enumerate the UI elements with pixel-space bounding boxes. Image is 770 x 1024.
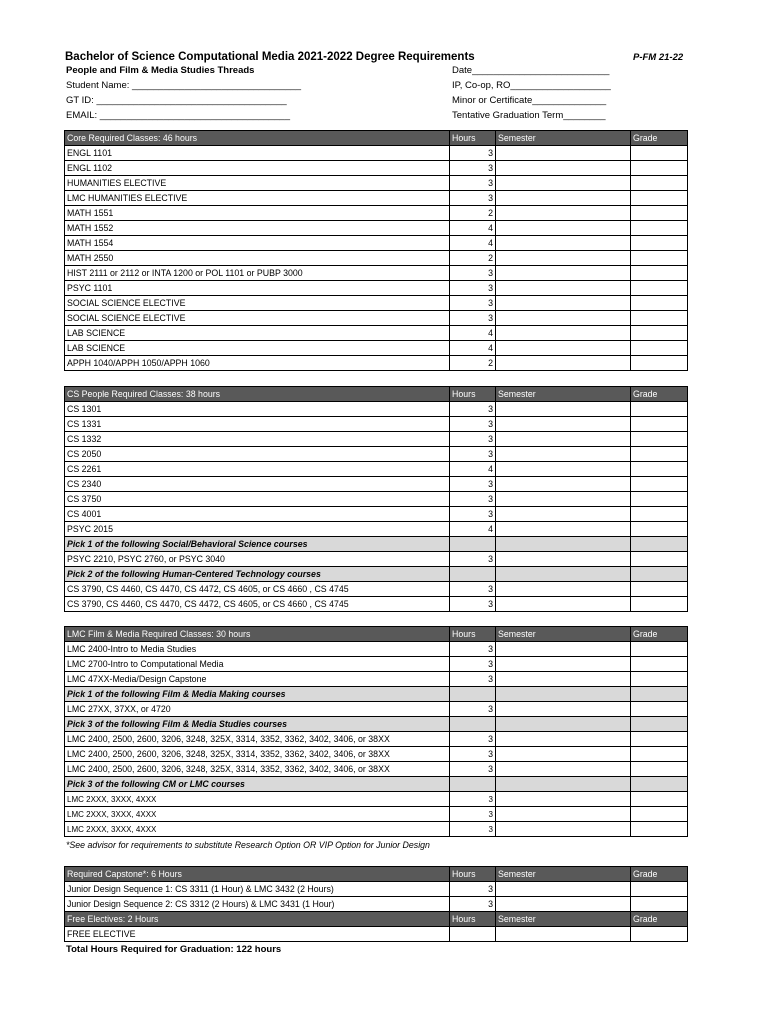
- grade-cell[interactable]: [631, 311, 688, 326]
- semester-cell[interactable]: [496, 462, 631, 477]
- pick-instruction-row: [65, 567, 688, 582]
- grade-cell[interactable]: [631, 552, 688, 567]
- semester-cell[interactable]: [496, 176, 631, 191]
- grade-cell[interactable]: [631, 281, 688, 296]
- course-name: SOCIAL SCIENCE ELECTIVE: [65, 296, 450, 311]
- course-name: LMC 2XXX, 3XXX, 4XXX: [65, 822, 450, 837]
- grade-cell[interactable]: [631, 807, 688, 822]
- pick-instruction-row: [65, 777, 688, 792]
- course-hours: 3: [450, 146, 496, 161]
- hours-column-header: Hours: [450, 627, 496, 642]
- course-hours: 4: [450, 462, 496, 477]
- course-name: CS 3790, CS 4460, CS 4470, CS 4472, CS 4605, or CS 4660 , CS 4745: [65, 597, 450, 612]
- pick-instruction-row: [65, 717, 688, 732]
- course-name: LMC 2XXX, 3XXX, 4XXX: [65, 792, 450, 807]
- grade-cell[interactable]: [631, 702, 688, 717]
- course-row: [65, 702, 688, 717]
- course-hours: 4: [450, 522, 496, 537]
- grade-column-header: Grade: [631, 131, 688, 146]
- semester-cell[interactable]: [496, 447, 631, 462]
- semester-cell[interactable]: [496, 311, 631, 326]
- course-name: FREE ELECTIVE: [65, 927, 450, 942]
- semester-cell[interactable]: [496, 657, 631, 672]
- course-row: [65, 897, 688, 912]
- course-name: LMC HUMANITIES ELECTIVE: [65, 191, 450, 206]
- junior-design-note: *See advisor for requirements to substitute Research Option OR VIP Option for Junior Design: [66, 840, 430, 850]
- grade-cell[interactable]: [631, 492, 688, 507]
- pick-hours-blank: [450, 687, 496, 702]
- date-field[interactable]: Date__________________________: [452, 65, 610, 76]
- course-name: CS 1331: [65, 417, 450, 432]
- email-field[interactable]: EMAIL: ____________________________________: [66, 110, 290, 121]
- semester-cell[interactable]: [496, 807, 631, 822]
- course-row: [65, 507, 688, 522]
- course-row: [65, 341, 688, 356]
- course-row: [65, 747, 688, 762]
- course-row: [65, 281, 688, 296]
- grade-cell[interactable]: [631, 356, 688, 371]
- course-row: [65, 176, 688, 191]
- course-row: [65, 402, 688, 417]
- course-row: [65, 477, 688, 492]
- course-name: Junior Design Sequence 1: CS 3311 (1 Hour) & LMC 3432 (2 Hours): [65, 882, 450, 897]
- minor-certificate-field[interactable]: Minor or Certificate______________: [452, 95, 607, 106]
- course-row: [65, 492, 688, 507]
- course-row: [65, 356, 688, 371]
- pick-hours-blank: [450, 567, 496, 582]
- section-title: Required Capstone*: 6 Hours: [65, 867, 450, 882]
- grade-cell[interactable]: [631, 206, 688, 221]
- grade-cell[interactable]: [631, 161, 688, 176]
- semester-cell[interactable]: [496, 762, 631, 777]
- capstone-electives-table: [64, 866, 688, 942]
- semester-cell[interactable]: [496, 492, 631, 507]
- semester-cell[interactable]: [496, 582, 631, 597]
- semester-column-header: Semester: [496, 867, 631, 882]
- grade-cell[interactable]: [631, 447, 688, 462]
- semester-cell[interactable]: [496, 251, 631, 266]
- course-row: [65, 326, 688, 341]
- course-hours: 3: [450, 311, 496, 326]
- section-header-row: [65, 912, 688, 927]
- grade-cell[interactable]: [631, 417, 688, 432]
- course-name: PSYC 2210, PSYC 2760, or PSYC 3040: [65, 552, 450, 567]
- semester-cell[interactable]: [496, 732, 631, 747]
- pick-grade-blank: [631, 537, 688, 552]
- course-hours: 3: [450, 402, 496, 417]
- grade-cell[interactable]: [631, 251, 688, 266]
- total-hours: Total Hours Required for Graduation: 122 hours: [66, 944, 282, 955]
- grade-cell[interactable]: [631, 462, 688, 477]
- course-name: LMC 2700-Intro to Computational Media: [65, 657, 450, 672]
- semester-cell[interactable]: [496, 792, 631, 807]
- grade-cell[interactable]: [631, 432, 688, 447]
- section-title: CS People Required Classes: 38 hours: [65, 387, 450, 402]
- grade-cell[interactable]: [631, 792, 688, 807]
- semester-cell[interactable]: [496, 927, 631, 942]
- grade-cell[interactable]: [631, 657, 688, 672]
- grade-cell[interactable]: [631, 522, 688, 537]
- grade-cell[interactable]: [631, 672, 688, 687]
- section-header-row: [65, 131, 688, 146]
- course-row: [65, 822, 688, 837]
- course-name: MATH 1551: [65, 206, 450, 221]
- pick-grade-blank: [631, 567, 688, 582]
- course-name: CS 2261: [65, 462, 450, 477]
- grade-cell[interactable]: [631, 582, 688, 597]
- course-hours: 3: [450, 747, 496, 762]
- grade-cell[interactable]: [631, 341, 688, 356]
- course-row: [65, 522, 688, 537]
- grade-cell[interactable]: [631, 326, 688, 341]
- course-hours: 2: [450, 251, 496, 266]
- course-name: LMC 27XX, 37XX, or 4720: [65, 702, 450, 717]
- course-name: LMC 2400, 2500, 2600, 3206, 3248, 325X, 3314, 3352, 3362, 3402, 3406, or 38XX: [65, 732, 450, 747]
- section-title: LMC Film & Media Required Classes: 30 hours: [65, 627, 450, 642]
- gt-id-field[interactable]: GT ID: ____________________________________: [66, 95, 287, 106]
- course-row: [65, 191, 688, 206]
- semester-cell[interactable]: [496, 206, 631, 221]
- semester-column-header: Semester: [496, 131, 631, 146]
- semester-cell[interactable]: [496, 897, 631, 912]
- grade-column-header: Grade: [631, 387, 688, 402]
- course-row: [65, 161, 688, 176]
- semester-cell[interactable]: [496, 642, 631, 657]
- semester-cell[interactable]: [496, 402, 631, 417]
- grade-cell[interactable]: [631, 747, 688, 762]
- course-hours: 3: [450, 807, 496, 822]
- semester-cell[interactable]: [496, 341, 631, 356]
- course-hours: 3: [450, 732, 496, 747]
- graduation-term-field[interactable]: Tentative Graduation Term________: [452, 110, 606, 121]
- grade-column-header: Grade: [631, 627, 688, 642]
- course-row: [65, 206, 688, 221]
- course-name: CS 3790, CS 4460, CS 4470, CS 4472, CS 4605, or CS 4660 , CS 4745: [65, 582, 450, 597]
- section-header-row: [65, 387, 688, 402]
- course-row: [65, 597, 688, 612]
- section-title: Free Electives: 2 Hours: [65, 912, 450, 927]
- semester-cell[interactable]: [496, 221, 631, 236]
- semester-cell[interactable]: [496, 522, 631, 537]
- pick-hours-blank: [450, 777, 496, 792]
- course-hours: 3: [450, 882, 496, 897]
- course-name: Junior Design Sequence 2: CS 3312 (2 Hours) & LMC 3431 (1 Hour): [65, 897, 450, 912]
- grade-cell[interactable]: [631, 146, 688, 161]
- course-row: [65, 311, 688, 326]
- course-row: [65, 792, 688, 807]
- course-hours: 3: [450, 191, 496, 206]
- grade-cell[interactable]: [631, 822, 688, 837]
- grade-cell[interactable]: [631, 507, 688, 522]
- student-name-field[interactable]: Student Name: ________________________________: [66, 80, 302, 91]
- grade-column-header: Grade: [631, 867, 688, 882]
- course-row: [65, 882, 688, 897]
- course-row: [65, 146, 688, 161]
- course-name: SOCIAL SCIENCE ELECTIVE: [65, 311, 450, 326]
- course-name: ENGL 1101: [65, 146, 450, 161]
- grade-cell[interactable]: [631, 882, 688, 897]
- course-name: MATH 2550: [65, 251, 450, 266]
- course-name: CS 3750: [65, 492, 450, 507]
- course-name: LMC 2400-Intro to Media Studies: [65, 642, 450, 657]
- course-name: CS 4001: [65, 507, 450, 522]
- grade-cell[interactable]: [631, 266, 688, 281]
- course-name: CS 2050: [65, 447, 450, 462]
- course-hours: 4: [450, 221, 496, 236]
- course-name: LMC 47XX-Media/Design Capstone: [65, 672, 450, 687]
- course-hours: 3: [450, 447, 496, 462]
- pick-semester-blank: [496, 567, 631, 582]
- course-hours: 3: [450, 161, 496, 176]
- course-hours: 4: [450, 341, 496, 356]
- pick-instruction-row: [65, 687, 688, 702]
- course-name: LMC 2400, 2500, 2600, 3206, 3248, 325X, 3314, 3352, 3362, 3402, 3406, or 38XX: [65, 762, 450, 777]
- section-header-row: [65, 867, 688, 882]
- course-hours: 3: [450, 432, 496, 447]
- course-hours: 4: [450, 326, 496, 341]
- grade-cell[interactable]: [631, 477, 688, 492]
- course-row: [65, 762, 688, 777]
- grade-cell[interactable]: [631, 732, 688, 747]
- course-name: CS 1332: [65, 432, 450, 447]
- course-row: [65, 236, 688, 251]
- course-name: CS 2340: [65, 477, 450, 492]
- course-name: ENGL 1102: [65, 161, 450, 176]
- course-name: LMC 2XXX, 3XXX, 4XXX: [65, 807, 450, 822]
- course-hours: [450, 927, 496, 942]
- course-row: [65, 462, 688, 477]
- course-row: [65, 417, 688, 432]
- grade-cell[interactable]: [631, 762, 688, 777]
- grade-cell[interactable]: [631, 176, 688, 191]
- course-hours: 3: [450, 417, 496, 432]
- semester-cell[interactable]: [496, 432, 631, 447]
- section-header-row: [65, 627, 688, 642]
- pick-grade-blank: [631, 717, 688, 732]
- grade-cell[interactable]: [631, 191, 688, 206]
- course-hours: 3: [450, 642, 496, 657]
- course-name: PSYC 2015: [65, 522, 450, 537]
- course-row: [65, 432, 688, 447]
- course-row: [65, 807, 688, 822]
- semester-cell[interactable]: [496, 236, 631, 251]
- semester-cell[interactable]: [496, 191, 631, 206]
- pick-semester-blank: [496, 777, 631, 792]
- grade-cell[interactable]: [631, 221, 688, 236]
- course-name: PSYC 1101: [65, 281, 450, 296]
- grade-column-header: Grade: [631, 912, 688, 927]
- grade-cell[interactable]: [631, 402, 688, 417]
- course-hours: 2: [450, 356, 496, 371]
- section-title: Core Required Classes: 46 hours: [65, 131, 450, 146]
- course-hours: 3: [450, 492, 496, 507]
- grade-cell[interactable]: [631, 597, 688, 612]
- semester-column-header: Semester: [496, 912, 631, 927]
- semester-cell[interactable]: [496, 281, 631, 296]
- course-name: CS 1301: [65, 402, 450, 417]
- course-hours: 3: [450, 822, 496, 837]
- semester-cell[interactable]: [496, 747, 631, 762]
- course-hours: 3: [450, 792, 496, 807]
- course-row: [65, 296, 688, 311]
- course-row: [65, 251, 688, 266]
- course-row: [65, 221, 688, 236]
- course-hours: 3: [450, 477, 496, 492]
- pick-hours-blank: [450, 537, 496, 552]
- semester-cell[interactable]: [496, 882, 631, 897]
- course-name: HIST 2111 or 2112 or INTA 1200 or POL 1101 or PUBP 3000: [65, 266, 450, 281]
- course-hours: 2: [450, 206, 496, 221]
- pick-instruction: Pick 2 of the following Human-Centered Technology courses: [65, 567, 450, 582]
- course-name: MATH 1552: [65, 221, 450, 236]
- course-row: [65, 927, 688, 942]
- form-code: P-FM 21-22: [633, 52, 684, 63]
- semester-cell[interactable]: [496, 822, 631, 837]
- pick-instruction: Pick 3 of the following Film & Media Studies courses: [65, 717, 450, 732]
- semester-cell[interactable]: [496, 552, 631, 567]
- core-classes-table: [64, 130, 688, 371]
- course-hours: 4: [450, 236, 496, 251]
- grade-cell[interactable]: [631, 236, 688, 251]
- semester-cell[interactable]: [496, 356, 631, 371]
- course-name: HUMANITIES ELECTIVE: [65, 176, 450, 191]
- course-hours: 3: [450, 702, 496, 717]
- course-row: [65, 266, 688, 281]
- course-hours: 3: [450, 597, 496, 612]
- semester-cell[interactable]: [496, 507, 631, 522]
- semester-cell[interactable]: [496, 146, 631, 161]
- course-hours: 3: [450, 657, 496, 672]
- semester-cell[interactable]: [496, 417, 631, 432]
- pick-hours-blank: [450, 717, 496, 732]
- pick-grade-blank: [631, 687, 688, 702]
- hours-column-header: Hours: [450, 131, 496, 146]
- course-row: [65, 582, 688, 597]
- course-hours: 3: [450, 296, 496, 311]
- course-name: LMC 2400, 2500, 2600, 3206, 3248, 325X, 3314, 3352, 3362, 3402, 3406, or 38XX: [65, 747, 450, 762]
- course-row: [65, 447, 688, 462]
- lmc-classes-table: [64, 626, 688, 837]
- course-hours: 3: [450, 281, 496, 296]
- ip-coop-field[interactable]: IP, Co-op, RO___________________: [452, 80, 611, 91]
- semester-column-header: Semester: [496, 627, 631, 642]
- grade-cell[interactable]: [631, 642, 688, 657]
- semester-cell[interactable]: [496, 672, 631, 687]
- course-hours: 3: [450, 762, 496, 777]
- course-row: [65, 672, 688, 687]
- semester-cell[interactable]: [496, 477, 631, 492]
- pick-semester-blank: [496, 537, 631, 552]
- course-row: [65, 732, 688, 747]
- grade-cell[interactable]: [631, 296, 688, 311]
- course-hours: 3: [450, 552, 496, 567]
- grade-cell[interactable]: [631, 927, 688, 942]
- pick-instruction: Pick 1 of the following Film & Media Making courses: [65, 687, 450, 702]
- grade-cell[interactable]: [631, 897, 688, 912]
- pick-instruction: Pick 1 of the following Social/Behavioral Science courses: [65, 537, 450, 552]
- course-hours: 3: [450, 507, 496, 522]
- hours-column-header: Hours: [450, 912, 496, 927]
- pick-semester-blank: [496, 687, 631, 702]
- form-title: Bachelor of Science Computational Media 2021-2022 Degree Requirements: [65, 51, 475, 63]
- course-hours: 3: [450, 582, 496, 597]
- course-row: [65, 642, 688, 657]
- semester-cell[interactable]: [496, 702, 631, 717]
- course-hours: 3: [450, 176, 496, 191]
- semester-cell[interactable]: [496, 326, 631, 341]
- semester-column-header: Semester: [496, 387, 631, 402]
- course-name: APPH 1040/APPH 1050/APPH 1060: [65, 356, 450, 371]
- pick-instruction-row: [65, 537, 688, 552]
- semester-cell[interactable]: [496, 161, 631, 176]
- cs-classes-table: [64, 386, 688, 612]
- course-hours: 3: [450, 897, 496, 912]
- semester-cell[interactable]: [496, 296, 631, 311]
- pick-grade-blank: [631, 777, 688, 792]
- course-name: LAB SCIENCE: [65, 341, 450, 356]
- course-hours: 3: [450, 672, 496, 687]
- semester-cell[interactable]: [496, 597, 631, 612]
- course-row: [65, 657, 688, 672]
- pick-instruction: Pick 3 of the following CM or LMC courses: [65, 777, 450, 792]
- threads-label: People and Film & Media Studies Threads: [66, 65, 255, 76]
- course-name: MATH 1554: [65, 236, 450, 251]
- pick-semester-blank: [496, 717, 631, 732]
- course-name: LAB SCIENCE: [65, 326, 450, 341]
- course-hours: 3: [450, 266, 496, 281]
- semester-cell[interactable]: [496, 266, 631, 281]
- hours-column-header: Hours: [450, 867, 496, 882]
- hours-column-header: Hours: [450, 387, 496, 402]
- course-row: [65, 552, 688, 567]
